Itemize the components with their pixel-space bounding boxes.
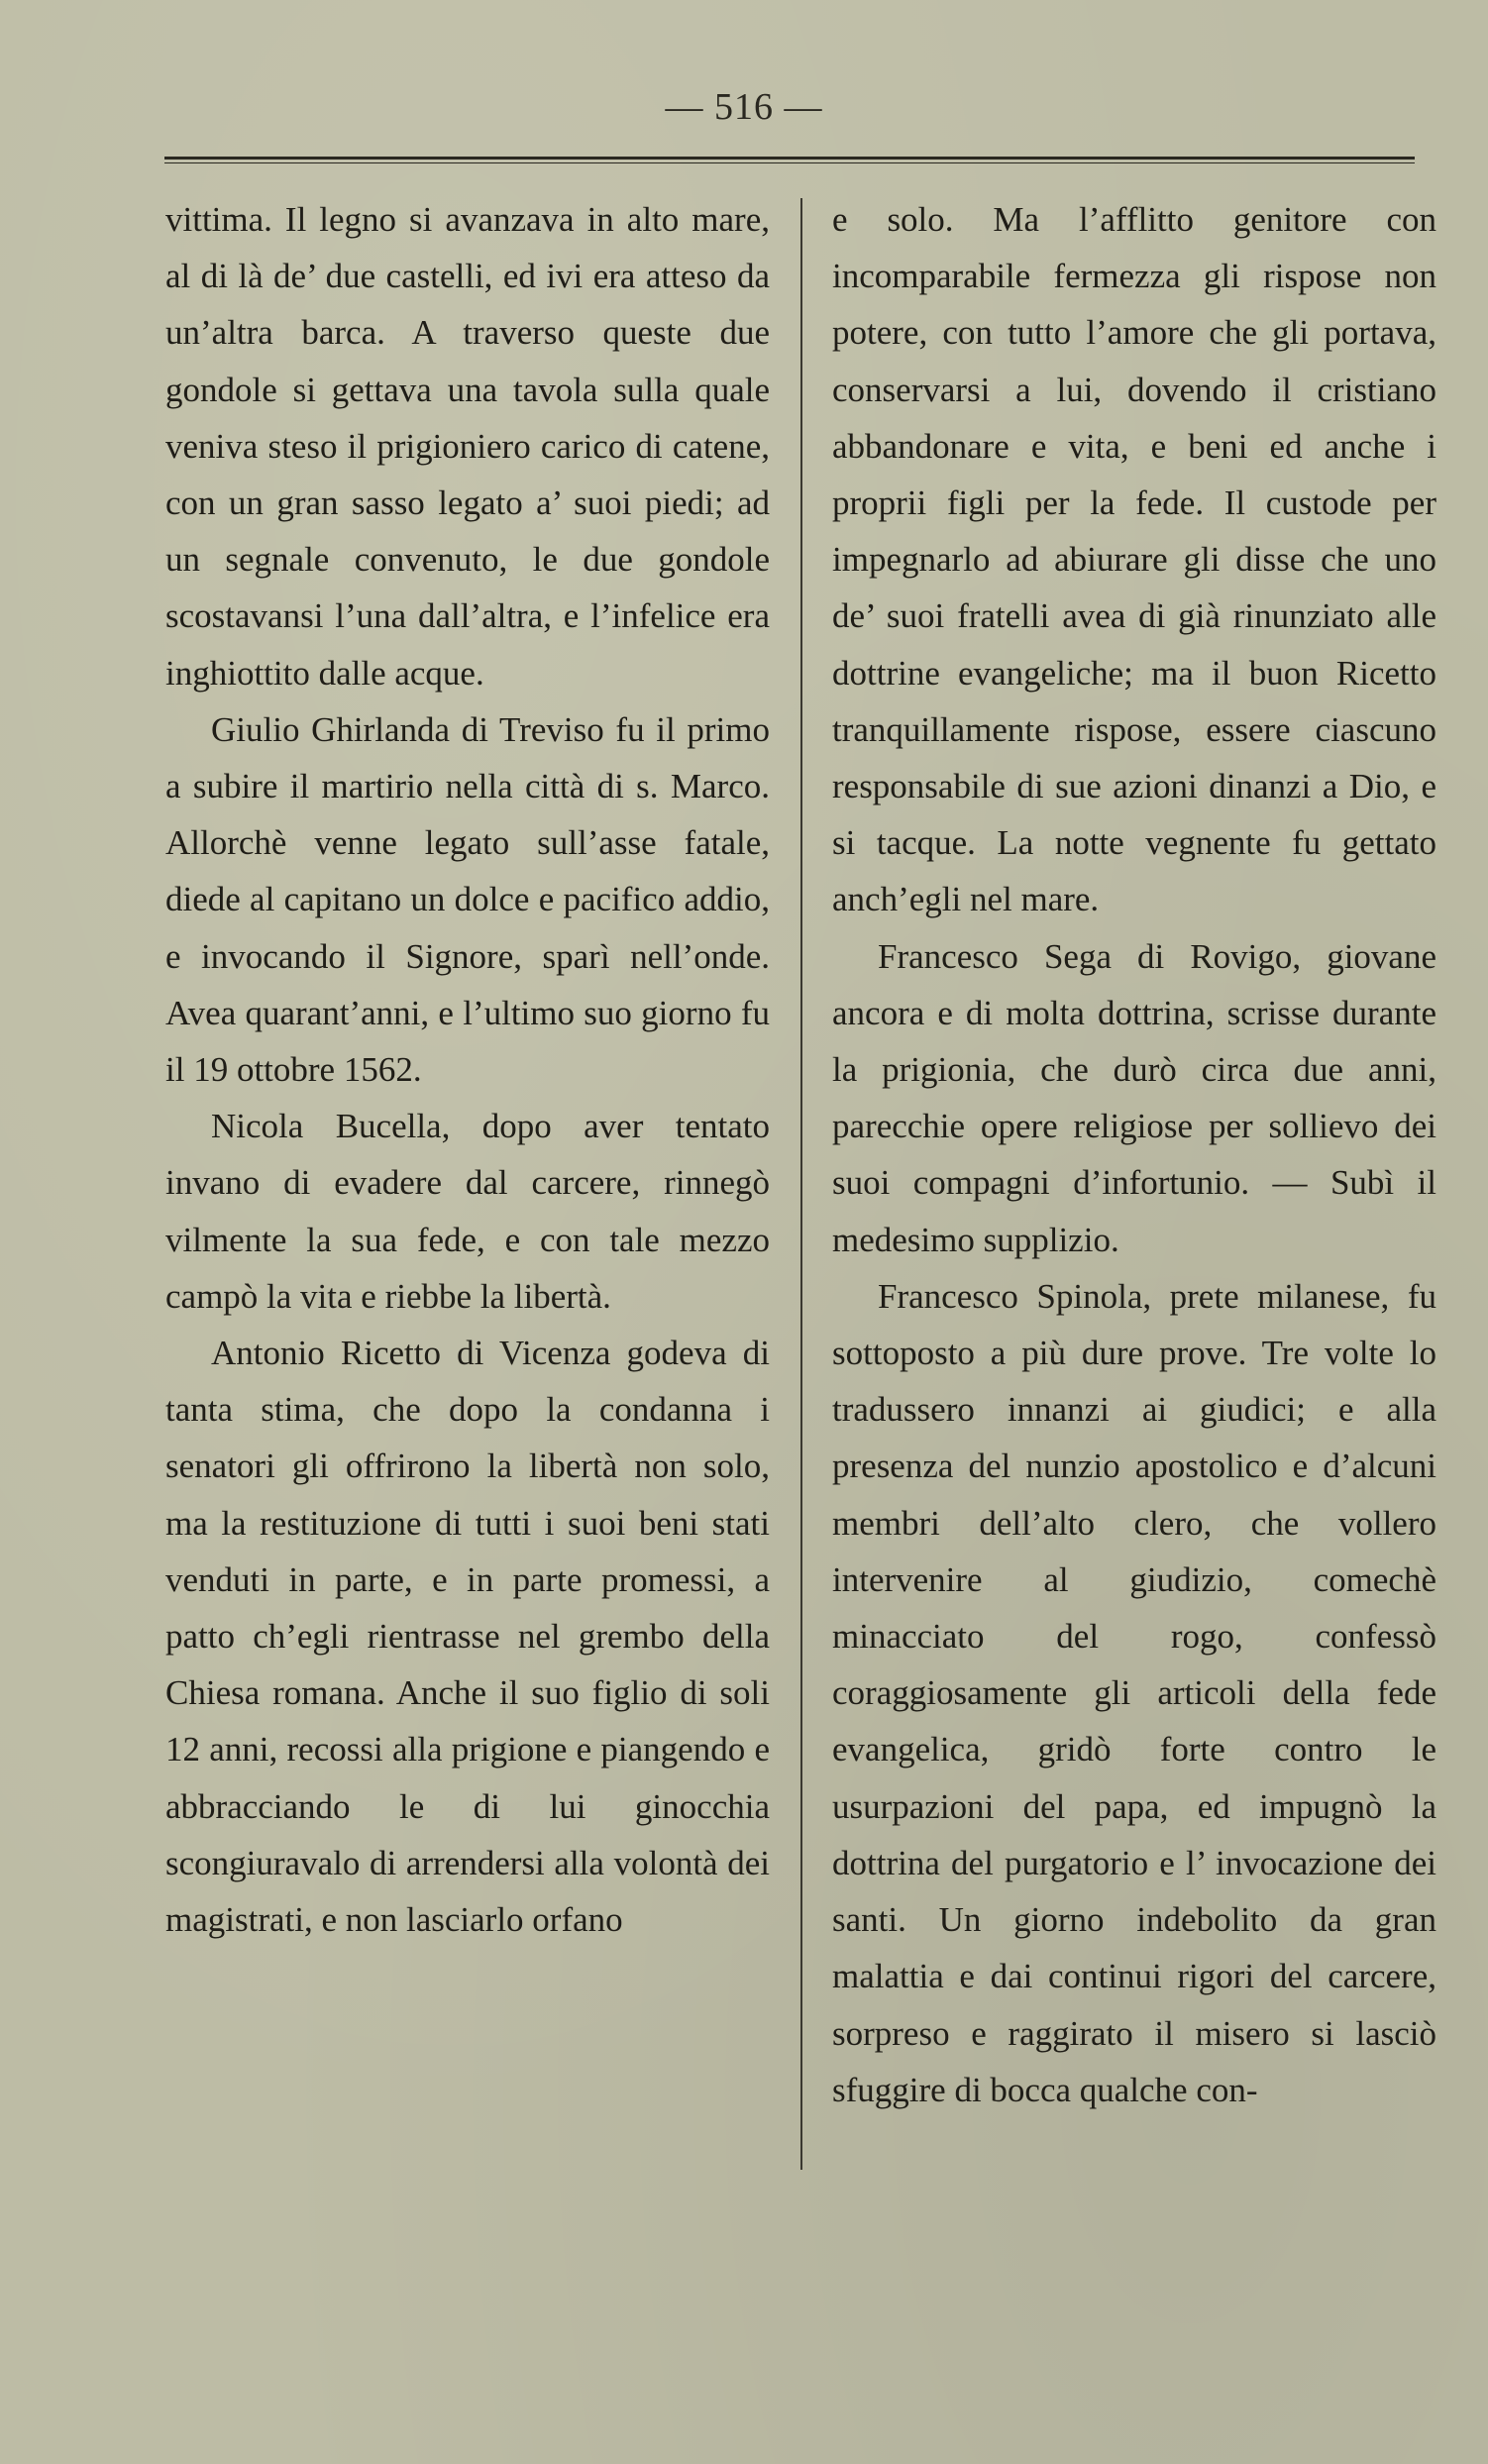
paragraph: Nicola Bucella, dopo aver tentato invano di evadere dal carcere, rinnegò vilmente la sua fede, e con tale mezzo campò la vita e riebbe la libertà. bbox=[165, 1107, 770, 1316]
paragraph: e solo. Ma l’afflitto genitore con incomparabile fermezza gli rispose non potere, con tutto l’amore che gli portava, conservarsi a lui, dovendo il cristiano abbandonare e vita, e beni ed anche i proprii figli per la fede. Il custode per impegnarlo ad abiurare gli disse che uno de’ suoi fratelli avea di già rinunziato alle dottrine evangeliche; ma il buon Ricetto tranquillamente rispose, essere ciascuno responsabile di sue azioni dinanzi a Dio, e si tacque. La notte vegnente fu gettato anch’egli nel mare. bbox=[832, 200, 1436, 919]
page-number: — 516 — bbox=[665, 86, 823, 128]
paragraph: Antonio Ricetto di Vicenza godeva di tanta stima, che dopo la condanna i senatori gli offrirono la libertà non solo, ma la restituzione di tutti i suoi beni stati venduti in parte, e in parte promessi, a patto ch’egli rientrasse nel grembo della Chiesa romana. Anche il suo figlio di soli 12 anni, recossi alla prigione e piangendo e abbracciando le di lui ginocchia scongiuravalo di arrendersi alla volontà dei magistrati, e non lasciarlo orfano bbox=[165, 1334, 770, 1940]
header-rule bbox=[164, 157, 1415, 163]
left-column bbox=[165, 191, 770, 1948]
paragraph: Francesco Spinola, prete milanese, fu sottoposto a più dure prove. Tre volte lo tradussero innanzi ai giudici; e alla presenza del nunzio apostolico e d’alcuni membri dell’alto clero, che vollero intervenire al giudizio, comechè minacciato del rogo, confessò coraggiosamente gli articoli della fede evangelica, gridò forte contro le usurpazioni del papa, ed impugnò la dottrina del purgatorio e l’ invocazione dei santi. Un giorno indebolito da gran malattia e dai continui rigori del carcere, sorpreso e raggirato il misero si lasciò sfuggire di bocca qualche con- bbox=[832, 1276, 1436, 2109]
paragraph: Giulio Ghirlanda di Treviso fu il primo a subire il martirio nella città di s. Marco. Allorchè venne legato sull’asse fatale, diede al capitano un dolce e pacifico addio, e invocando il Signore, sparì nell’onde. Avea quarant’anni, e l’ultimo suo giorno fu il 19 ottobre 1562. bbox=[165, 709, 770, 1090]
paragraph: vittima. Il legno si avanzava in alto mare, al di là de’ due castelli, ed ivi era atteso da un’altra barca. A traverso queste due gondole si gettava una tavola sulla quale veniva steso il prigioniero carico di catene, con un gran sasso legato a’ suoi piedi; ad un segnale convenuto, le due gondole scostavansi l’una dall’altra, e l’infelice era inghiottito dalle acque. bbox=[165, 200, 770, 693]
paragraph: Francesco Sega di Rovigo, giovane ancora e di molta dottrina, scrisse durante la prigionia, che durò circa due anni, parecchie opere religiose per sollievo dei suoi compagni d’infortunio. — Subì il medesimo supplizio. bbox=[832, 936, 1436, 1259]
right-column bbox=[832, 191, 1436, 2118]
column-divider bbox=[800, 198, 802, 2170]
